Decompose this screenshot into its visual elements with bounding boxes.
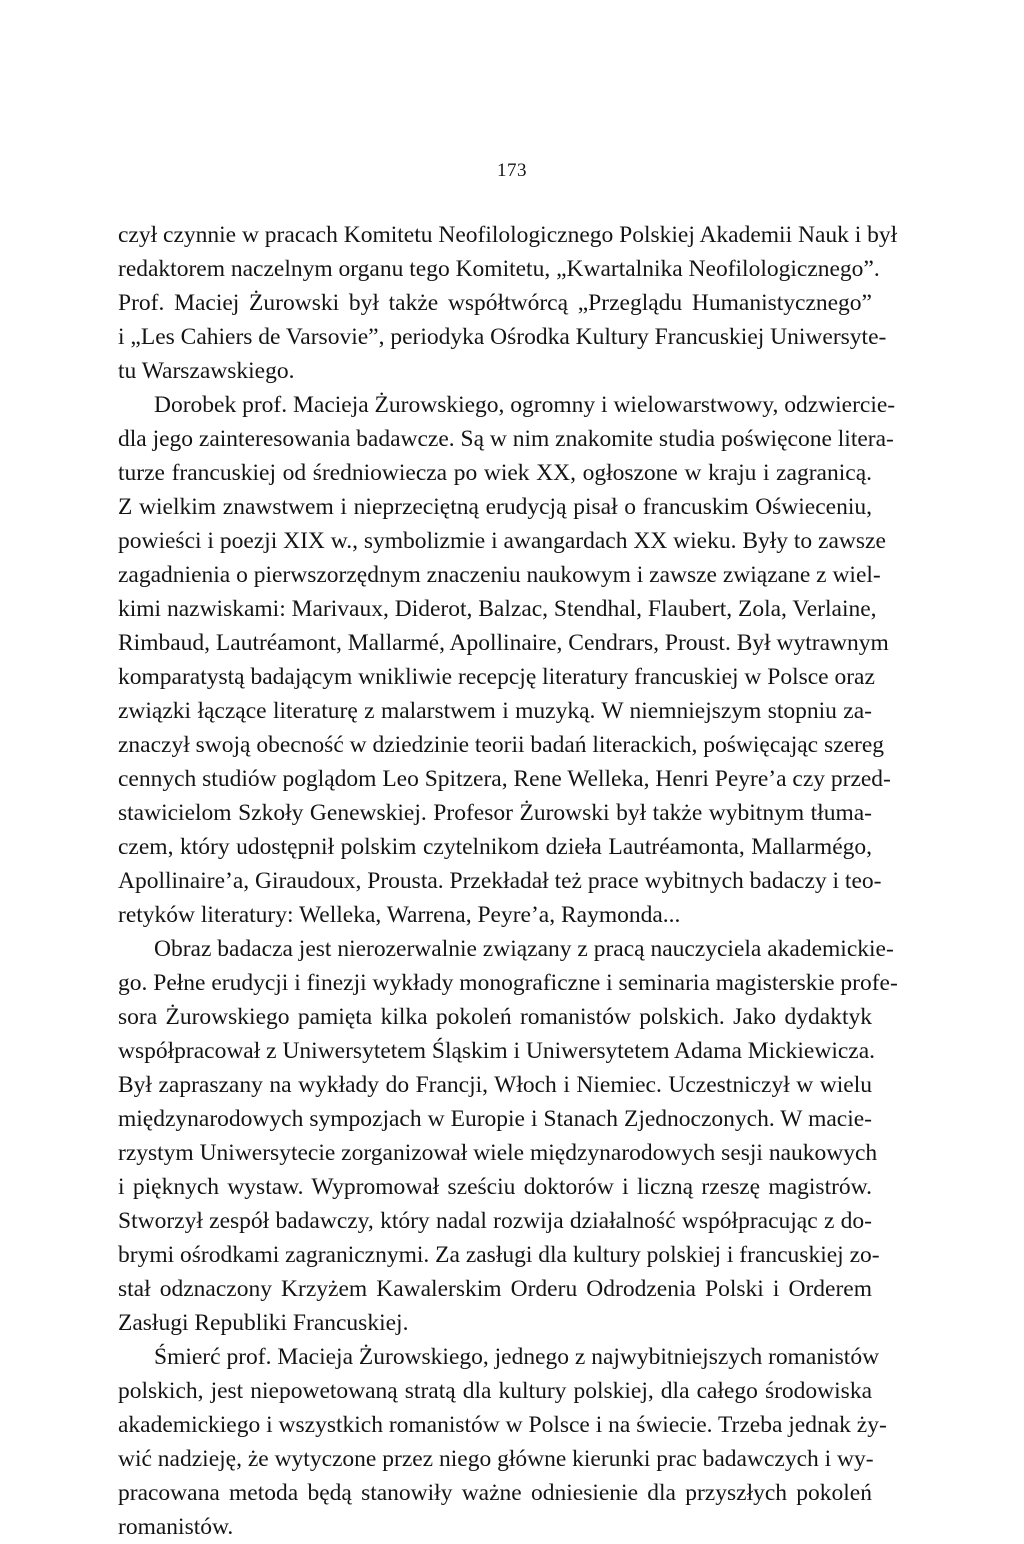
text-line: Apollinaire’a, Giraudoux, Prousta. Przekładał też prace wybitnych badaczy i teo- [118, 868, 882, 894]
paragraph [118, 1340, 887, 1544]
text-line: wić nadzieję, że wytyczone przez niego główne kierunki prac badawczych i wy- [118, 1446, 874, 1472]
paragraph [118, 218, 898, 388]
text-line: Śmierć prof. Macieja Żurowskiego, jednego z najwybitniejszych romanistów [154, 1344, 880, 1370]
text-line: zagadnienia o pierwszorzędnym znaczeniu naukowym i zawsze związane z wiel- [118, 562, 881, 588]
text-line: Stworzył zespół badawczy, który nadal rozwija działalność współpracując z do- [118, 1208, 872, 1234]
text-line: cennych studiów poglądom Leo Spitzera, Rene Welleka, Henri Peyre’a czy przed- [118, 766, 891, 792]
text-line: brymi ośrodkami zagranicznymi. Za zasługi dla kultury polskiej i francuskiej zo- [118, 1242, 880, 1268]
text-line: powieści i poezji XIX w., symbolizmie i awangardach XX wieku. Były to zawsze [118, 528, 886, 554]
text-line: Był zapraszany na wykłady do Francji, Włoch i Niemiec. Uczestniczył w wielu [118, 1072, 872, 1098]
text-line: współpracował z Uniwersytetem Śląskim i Uniwersytetem Adama Mickiewicza. [118, 1038, 876, 1064]
text-line: stał odznaczony Krzyżem Kawalerskim Orderu Odrodzenia Polski i Orderem [118, 1276, 872, 1302]
paragraph [118, 932, 898, 1340]
text-line: Zasługi Republiki Francuskiej. [118, 1310, 409, 1336]
text-line: polskich, jest niepowetowaną stratą dla kultury polskiej, dla całego środowiska [118, 1378, 872, 1404]
text-line: retyków literatury: Welleka, Warrena, Peyre’a, Raymonda... [118, 902, 681, 928]
paragraph [118, 388, 896, 932]
text-line: związki łączące literaturę z malarstwem i muzyką. W niemniejszym stopniu za- [118, 698, 872, 724]
text-line: dla jego zainteresowania badawcze. Są w nim znakomite studia poświęcone litera- [118, 426, 894, 452]
text-line: redaktorem naczelnym organu tego Komitetu, „Kwartalnika Neofilologicznego”. [118, 256, 880, 282]
text-line: czył czynnie w pracach Komitetu Neofilologicznego Polskiej Akademii Nauk i był [118, 222, 898, 248]
text-line: tu Warszawskiego. [118, 358, 295, 384]
page-number: 173 [497, 160, 527, 181]
text-line: i „Les Cahiers de Varsovie”, periodyka Ośrodka Kultury Francuskiej Uniwersyte- [118, 324, 887, 350]
text-line: stawicielom Szkoły Genewskiej. Profesor Żurowski był także wybitnym tłuma- [118, 800, 872, 826]
text-line: znaczył swoją obecność w dziedzinie teorii badań literackich, poświęcając szereg [118, 732, 884, 758]
text-line: i pięknych wystaw. Wypromował sześciu doktorów i liczną rzeszę magistrów. [118, 1174, 872, 1200]
text-line: pracowana metoda będą stanowiły ważne odniesienie dla przyszłych pokoleń [118, 1480, 872, 1506]
text-line: rzystym Uniwersytecie zorganizował wiele międzynarodowych sesji naukowych [118, 1140, 878, 1166]
text-line: międzynarodowych sympozjach w Europie i Stanach Zjednoczonych. W macie- [118, 1106, 872, 1132]
text-line: Obraz badacza jest nierozerwalnie związany z pracą nauczyciela akademickie- [154, 936, 894, 962]
text-line: akademickiego i wszystkich romanistów w Polsce i na świecie. Trzeba jednak ży- [118, 1412, 887, 1438]
text-line: sora Żurowskiego pamięta kilka pokoleń romanistów polskich. Jako dydaktyk [118, 1004, 872, 1030]
text-line: czem, który udostępnił polskim czytelnikom dzieła Lautréamonta, Mallarmégo, [118, 834, 872, 860]
text-line: go. Pełne erudycji i finezji wykłady monograficzne i seminaria magisterskie profe- [118, 970, 898, 996]
text-line: romanistów. [118, 1514, 234, 1540]
text-line: Z wielkim znawstwem i nieprzeciętną erudycją pisał o francuskim Oświeceniu, [118, 494, 872, 520]
text-line: Prof. Maciej Żurowski był także współtwórcą „Przeglądu Humanistycznego” [118, 290, 872, 316]
text-body [118, 218, 898, 1544]
text-line: turze francuskiej od średniowiecza po wiek XX, ogłoszone w kraju i zagranicą. [118, 460, 872, 486]
text-line: kimi nazwiskami: Marivaux, Diderot, Balzac, Stendhal, Flaubert, Zola, Verlaine, [118, 596, 877, 622]
text-line: Dorobek prof. Macieja Żurowskiego, ogromny i wielowarstwowy, odzwiercie- [154, 392, 896, 418]
text-line: Rimbaud, Lautréamont, Mallarmé, Apollinaire, Cendrars, Proust. Był wytrawnym [118, 630, 889, 656]
text-line: komparatystą badającym wnikliwie recepcję literatury francuskiej w Polsce oraz [118, 664, 875, 690]
